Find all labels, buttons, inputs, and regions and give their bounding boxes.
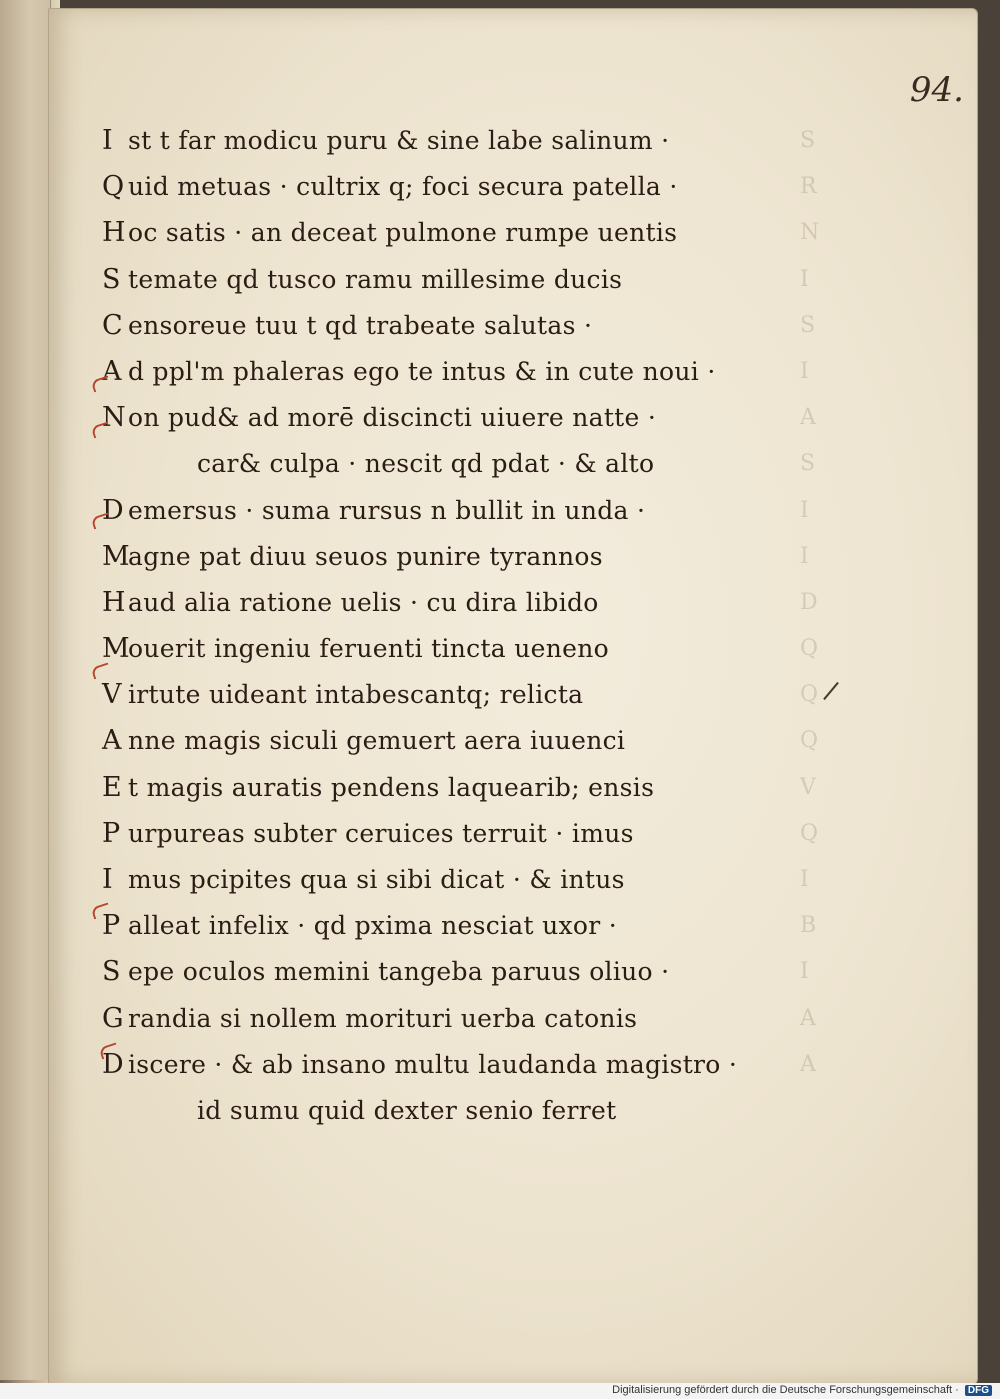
show-through-line: I	[800, 543, 809, 569]
line-initial: I	[102, 864, 113, 895]
show-through-line: R	[800, 174, 817, 200]
line-text: st t far modicu puru & sine labe salinum ·	[128, 126, 670, 155]
manuscript-line	[102, 164, 702, 210]
line-text: mus pcipites qua si sibi dicat · & intus	[128, 865, 625, 894]
line-initial: I	[102, 125, 113, 156]
line-text: alleat infelix · qd pxima nesciat uxor ·	[128, 911, 617, 941]
show-through-line: Q	[800, 636, 819, 662]
line-initial: M	[102, 633, 130, 665]
manuscript-line	[102, 1042, 738, 1088]
show-through-line: I	[800, 358, 809, 384]
line-initial: A	[102, 355, 122, 387]
line-text: randia si nollem morituri uerba catonis	[128, 1003, 638, 1033]
manuscript-line	[102, 303, 702, 349]
line-text: oc satis · an deceat pulmone rumpe uentis	[128, 218, 678, 248]
line-text: d ppl'm phaleras ego te intus & in cute noui ·	[128, 356, 716, 386]
show-through-line: I	[800, 959, 809, 985]
show-through-line: S	[800, 312, 816, 338]
line-text: t magis auratis pendens laquearib; ensis	[128, 772, 655, 802]
show-through-text	[800, 118, 970, 1088]
line-initial: E	[102, 771, 123, 803]
manuscript-line	[102, 718, 702, 764]
show-through-line: V	[800, 774, 816, 800]
show-through-line: S	[800, 128, 816, 153]
footer-credit-text: Digitalisierung gefördert durch die Deutsche Forschungsgemeinschaft ·	[612, 1384, 959, 1396]
line-initial: S	[102, 263, 121, 295]
manuscript-line	[102, 210, 702, 256]
line-initial: C	[102, 309, 123, 341]
line-text: urpureas subter ceruices terruit · imus	[128, 818, 634, 848]
line-text: nne magis siculi gemuert aera iuuenci	[128, 726, 626, 756]
manuscript-text-block	[102, 118, 738, 1134]
line-initial: A	[102, 725, 122, 757]
folio-number: 94.	[909, 70, 964, 110]
line-initial: V	[102, 679, 122, 711]
previous-leaf-edge	[0, 0, 51, 1380]
line-initial: S	[102, 956, 121, 988]
line-text: epe oculos memini tangeba paruus oliuo ·	[128, 957, 670, 987]
manuscript-line	[102, 996, 702, 1042]
manuscript-line	[102, 811, 702, 857]
manuscript-line	[102, 1088, 702, 1134]
manuscript-line	[102, 441, 702, 487]
line-initial: G	[102, 1002, 124, 1034]
line-initial: H	[102, 586, 126, 618]
show-through-line: I	[800, 266, 809, 292]
show-through-line: Q	[800, 820, 819, 846]
manuscript-line	[102, 626, 702, 672]
line-initial: Q	[102, 171, 125, 203]
line-text: ensoreue tuu t qd trabeate salutas ·	[128, 310, 593, 340]
show-through-line: A	[800, 405, 816, 431]
line-text: uid metuas · cultrix q; foci secura patella ·	[128, 172, 678, 202]
line-text: ouerit ingeniu feruenti tincta ueneno	[128, 634, 609, 664]
show-through-line: I	[800, 497, 809, 523]
dfg-logo: DFG	[965, 1385, 992, 1396]
show-through-line: Q	[800, 682, 819, 708]
manuscript-line	[102, 580, 702, 626]
line-initial: N	[102, 402, 126, 434]
line-initial: D	[102, 1048, 124, 1080]
line-text: aud alia ratione uelis · cu dira libido	[128, 587, 599, 617]
line-text: id sumu quid dexter senio ferret	[197, 1095, 617, 1125]
show-through-line: N	[800, 220, 820, 246]
line-text: iscere · & ab insano multu laudanda magistro ·	[128, 1049, 738, 1079]
show-through-line: I	[800, 867, 809, 892]
manuscript-line	[102, 949, 702, 995]
manuscript-line	[102, 488, 702, 534]
show-through-line: B	[800, 913, 817, 939]
line-text: car& culpa · nescit qd pdat · & alto	[197, 449, 655, 479]
manuscript-line	[102, 395, 702, 441]
manuscript-line	[102, 349, 716, 395]
show-through-line: S	[800, 451, 816, 477]
line-initial: P	[102, 817, 121, 849]
line-text: emersus · suma rursus n bullit in unda ·	[128, 495, 646, 525]
show-through-line: Q	[800, 728, 819, 754]
line-text: irtute uideant intabescantq; relicta	[128, 680, 584, 710]
line-initial: D	[102, 494, 124, 526]
manuscript-line	[102, 765, 702, 811]
line-text: on pud& ad morē discincti uiuere natte ·	[128, 403, 657, 433]
line-text: temate qd tusco ramu millesime ducis	[128, 264, 623, 294]
line-initial: H	[102, 217, 126, 249]
manuscript-line	[102, 672, 702, 718]
manuscript-line	[102, 118, 702, 164]
show-through-line: A	[800, 1005, 816, 1031]
manuscript-line	[102, 534, 702, 580]
line-text: agne pat diuu seuos punire tyrannos	[128, 541, 603, 571]
line-initial: M	[102, 540, 130, 572]
manuscript-line	[102, 257, 702, 303]
line-initial: P	[102, 910, 121, 942]
manuscript-line	[102, 857, 702, 903]
footer-credit	[612, 1384, 992, 1398]
show-through-line: D	[800, 589, 818, 615]
manuscript-line	[102, 903, 702, 949]
show-through-line: A	[800, 1051, 816, 1077]
